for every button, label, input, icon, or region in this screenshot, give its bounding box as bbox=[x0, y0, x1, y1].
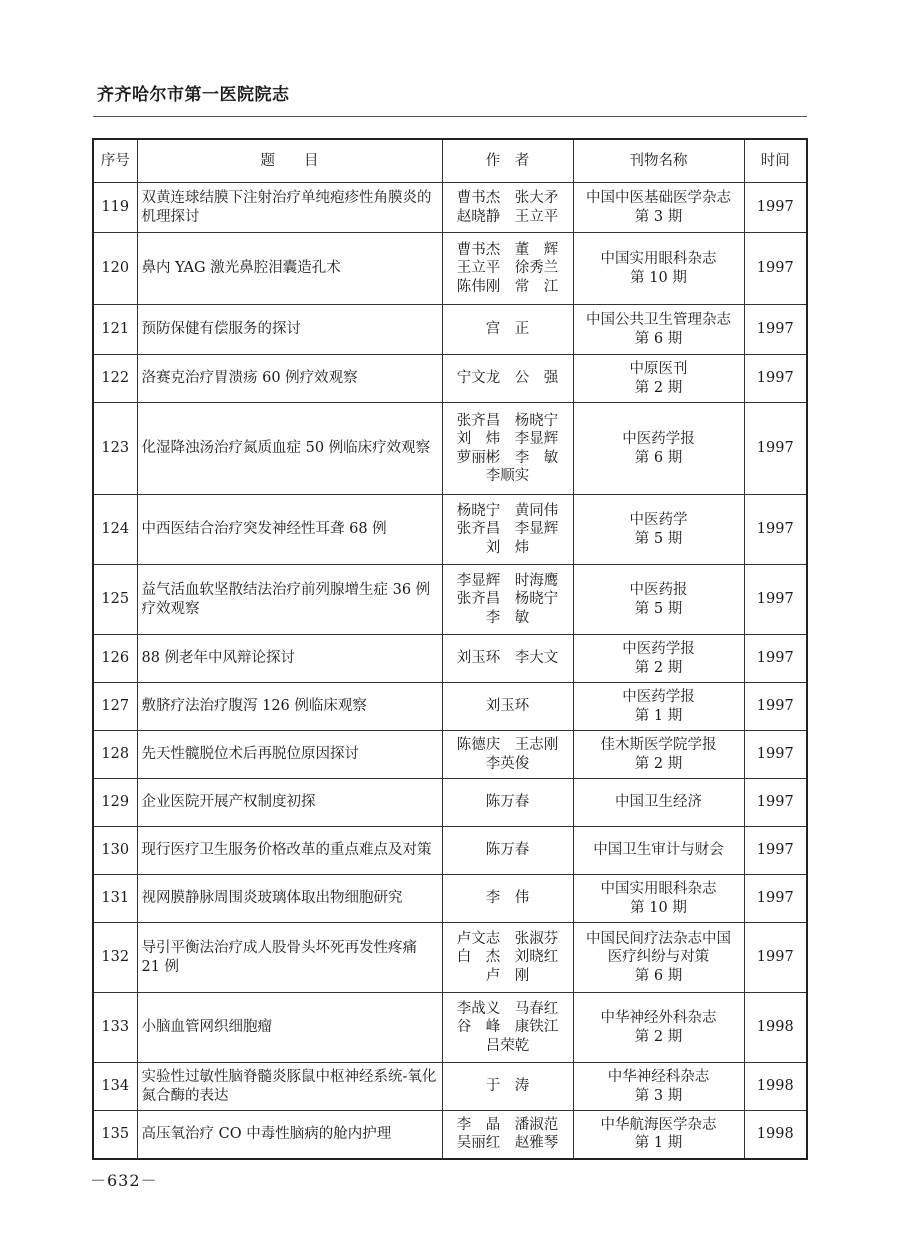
row-number: 124 bbox=[93, 495, 137, 565]
publications-table bbox=[92, 138, 808, 1160]
row-journal: 中国卫生经济 bbox=[573, 779, 744, 827]
row-authors: 宫 正 bbox=[442, 305, 573, 355]
row-authors: 卢文志 张淑芬 白 杰 刘晓红 卢 刚 bbox=[442, 923, 573, 993]
table-row bbox=[93, 993, 807, 1063]
row-number: 130 bbox=[93, 827, 137, 875]
table-row bbox=[93, 1111, 807, 1159]
row-title: 预防保健有偿服务的探讨 bbox=[137, 305, 442, 355]
row-title: 化湿降浊汤治疗氮质血症 50 例临床疗效观察 bbox=[137, 403, 442, 495]
row-year: 1997 bbox=[744, 495, 807, 565]
table-row bbox=[93, 183, 807, 233]
row-journal: 中国公共卫生管理杂志 第 6 期 bbox=[573, 305, 744, 355]
row-number: 134 bbox=[93, 1063, 137, 1111]
row-number: 129 bbox=[93, 779, 137, 827]
row-journal: 中华航海医学杂志 第 1 期 bbox=[573, 1111, 744, 1159]
row-number: 126 bbox=[93, 635, 137, 683]
column-header-title: 题 目 bbox=[137, 139, 442, 183]
table-row bbox=[93, 233, 807, 305]
row-number: 120 bbox=[93, 233, 137, 305]
row-journal: 中医药学报 第 2 期 bbox=[573, 635, 744, 683]
table-row bbox=[93, 683, 807, 731]
row-year: 1997 bbox=[744, 183, 807, 233]
row-number: 133 bbox=[93, 993, 137, 1063]
row-title: 88 例老年中风辩论探讨 bbox=[137, 635, 442, 683]
row-title: 高压氧治疗 CO 中毒性脑病的舱内护理 bbox=[137, 1111, 442, 1159]
row-authors: 张齐昌 杨晓宁 刘 炜 李显辉 萝丽彬 李 敏 李顺实 bbox=[442, 403, 573, 495]
table-row bbox=[93, 495, 807, 565]
row-title: 企业医院开展产权制度初探 bbox=[137, 779, 442, 827]
row-authors: 于 涛 bbox=[442, 1063, 573, 1111]
row-title: 先天性髋脱位术后再脱位原因探讨 bbox=[137, 731, 442, 779]
page-number: －632－ bbox=[90, 1171, 158, 1190]
row-year: 1997 bbox=[744, 923, 807, 993]
row-journal: 中原医刊 第 2 期 bbox=[573, 355, 744, 403]
row-journal: 中国卫生审计与财会 bbox=[573, 827, 744, 875]
row-journal: 中国民间疗法杂志中国 医疗纠纷与对策 第 6 期 bbox=[573, 923, 744, 993]
row-authors: 李战义 马春红 谷 峰 康铁江 吕荣乾 bbox=[442, 993, 573, 1063]
table-row bbox=[93, 355, 807, 403]
row-number: 127 bbox=[93, 683, 137, 731]
row-journal: 中医药学 第 5 期 bbox=[573, 495, 744, 565]
row-title: 中西医结合治疗突发神经性耳聋 68 例 bbox=[137, 495, 442, 565]
row-year: 1998 bbox=[744, 993, 807, 1063]
row-year: 1997 bbox=[744, 683, 807, 731]
row-title: 益气活血软坚散结法治疗前列腺增生症 36 例疗效观察 bbox=[137, 565, 442, 635]
row-title: 导引平衡法治疗成人股骨头坏死再发性疼痛 21 例 bbox=[137, 923, 442, 993]
row-title: 小脑血管网织细胞瘤 bbox=[137, 993, 442, 1063]
row-journal: 中华神经外科杂志 第 2 期 bbox=[573, 993, 744, 1063]
row-journal: 中国实用眼科杂志 第 10 期 bbox=[573, 233, 744, 305]
table-row bbox=[93, 565, 807, 635]
row-authors: 宁文龙 公 强 bbox=[442, 355, 573, 403]
table-row bbox=[93, 923, 807, 993]
row-journal: 中国实用眼科杂志 第 10 期 bbox=[573, 875, 744, 923]
row-authors: 陈万春 bbox=[442, 827, 573, 875]
table-header-row bbox=[93, 139, 807, 183]
row-authors: 杨晓宁 黄同伟 张齐昌 李显辉 刘 炜 bbox=[442, 495, 573, 565]
row-year: 1998 bbox=[744, 1063, 807, 1111]
table-row bbox=[93, 827, 807, 875]
row-number: 123 bbox=[93, 403, 137, 495]
row-journal: 中医药学报 第 6 期 bbox=[573, 403, 744, 495]
book-title: 齐齐哈尔市第一医院院志 bbox=[97, 85, 290, 105]
row-year: 1997 bbox=[744, 233, 807, 305]
row-title: 洛赛克治疗胃溃疡 60 例疗效观察 bbox=[137, 355, 442, 403]
row-title: 鼻内 YAG 激光鼻腔泪囊造孔术 bbox=[137, 233, 442, 305]
row-number: 135 bbox=[93, 1111, 137, 1159]
row-number: 131 bbox=[93, 875, 137, 923]
row-year: 1997 bbox=[744, 565, 807, 635]
row-authors: 李 伟 bbox=[442, 875, 573, 923]
column-header-year: 时间 bbox=[744, 139, 807, 183]
row-year: 1997 bbox=[744, 355, 807, 403]
row-year: 1997 bbox=[744, 875, 807, 923]
row-journal: 中华神经科杂志 第 3 期 bbox=[573, 1063, 744, 1111]
column-header-journal: 刊物名称 bbox=[573, 139, 744, 183]
row-year: 1998 bbox=[744, 1111, 807, 1159]
row-authors: 刘玉环 bbox=[442, 683, 573, 731]
row-number: 125 bbox=[93, 565, 137, 635]
column-header-number: 序号 bbox=[93, 139, 137, 183]
row-authors: 李显辉 时海鹰 张齐昌 杨晓宁 李 敏 bbox=[442, 565, 573, 635]
row-year: 1997 bbox=[744, 731, 807, 779]
row-authors: 曹书杰 董 辉 王立平 徐秀兰 陈伟刚 常 江 bbox=[442, 233, 573, 305]
row-year: 1997 bbox=[744, 305, 807, 355]
table-row bbox=[93, 403, 807, 495]
row-number: 121 bbox=[93, 305, 137, 355]
row-title: 双黄连球结膜下注射治疗单纯疱疹性角膜炎的机理探讨 bbox=[137, 183, 442, 233]
row-number: 122 bbox=[93, 355, 137, 403]
row-journal: 中医药学报 第 1 期 bbox=[573, 683, 744, 731]
row-journal: 中医药报 第 5 期 bbox=[573, 565, 744, 635]
row-number: 119 bbox=[93, 183, 137, 233]
row-authors: 刘玉环 李大文 bbox=[442, 635, 573, 683]
table-row bbox=[93, 1063, 807, 1111]
row-title: 视网膜静脉周围炎玻璃体取出物细胞研究 bbox=[137, 875, 442, 923]
column-header-authors: 作 者 bbox=[442, 139, 573, 183]
row-title: 敷脐疗法治疗腹泻 126 例临床观察 bbox=[137, 683, 442, 731]
row-year: 1997 bbox=[744, 827, 807, 875]
row-title: 实验性过敏性脑脊髓炎豚鼠中枢神经系统-氧化氮合酶的表达 bbox=[137, 1063, 442, 1111]
header-rule bbox=[93, 116, 807, 117]
row-year: 1997 bbox=[744, 403, 807, 495]
row-year: 1997 bbox=[744, 779, 807, 827]
row-number: 132 bbox=[93, 923, 137, 993]
table-row bbox=[93, 635, 807, 683]
table-row bbox=[93, 731, 807, 779]
row-authors: 曹书杰 张大矛 赵晓静 王立平 bbox=[442, 183, 573, 233]
row-authors: 李 晶 潘淑范 吴丽红 赵雅琴 bbox=[442, 1111, 573, 1159]
row-authors: 陈德庆 王志刚 李英俊 bbox=[442, 731, 573, 779]
row-journal: 中国中医基础医学杂志 第 3 期 bbox=[573, 183, 744, 233]
row-title: 现行医疗卫生服务价格改革的重点难点及对策 bbox=[137, 827, 442, 875]
table-row bbox=[93, 779, 807, 827]
row-authors: 陈万春 bbox=[442, 779, 573, 827]
row-number: 128 bbox=[93, 731, 137, 779]
row-year: 1997 bbox=[744, 635, 807, 683]
row-journal: 佳木斯医学院学报 第 2 期 bbox=[573, 731, 744, 779]
table-row bbox=[93, 875, 807, 923]
table-row bbox=[93, 305, 807, 355]
